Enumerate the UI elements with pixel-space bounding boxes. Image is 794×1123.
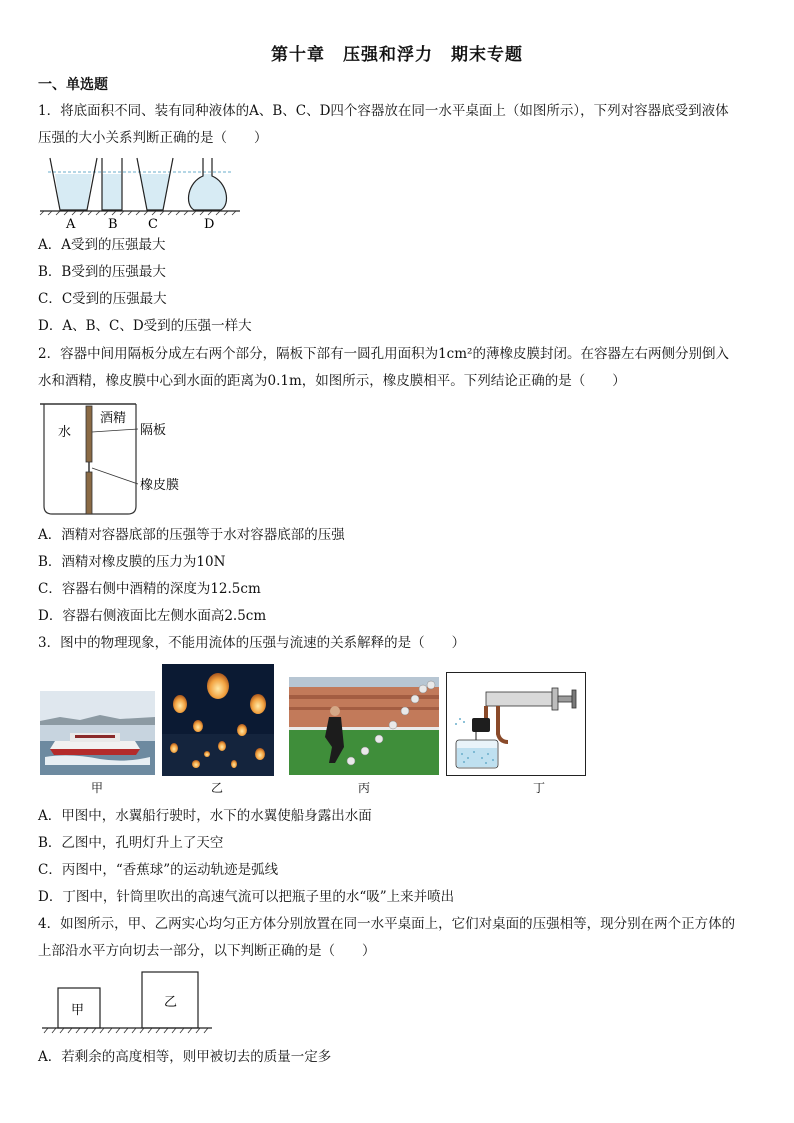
q3-option-a[interactable]: A．甲图中，水翼船行驶时，水下的水翼使船身露出水面	[38, 808, 372, 824]
q2-stem-line1: 2．容器中间用隔板分成左右两个部分，隔板下部有一圆孔用面积为1cm²的薄橡皮膜封闭。在容器左右两侧分别倒入	[38, 346, 729, 362]
q2-label-membrane: 橡皮膜	[140, 478, 180, 493]
q1-stem-line1: 1．将底面积不同、装有同种液体的A、B、C、D四个容器放在同一水平桌面上（如图所示），下列对容器底受到液体	[38, 103, 729, 119]
q2-option-a[interactable]: A．酒精对容器底部的压强等于水对容器底部的压强	[38, 527, 345, 543]
q3-caption-jia: 甲	[90, 781, 103, 795]
q1-stem-line2: 压强的大小关系判断正确的是（ ）	[38, 130, 268, 146]
q4-stem-line1: 4．如图所示，甲、乙两实心均匀正方体分别放置在同一水平桌面上，它们对桌面的压强相等，现分别在两个正方体的	[38, 916, 736, 932]
q1-option-a[interactable]: A．A受到的压强最大	[38, 237, 166, 253]
q3-option-b[interactable]: B．乙图中，孔明灯升上了天空	[38, 835, 224, 851]
q1-option-c[interactable]: C．C受到的压强最大	[38, 291, 167, 307]
q1-option-d[interactable]: D．A、B、C、D受到的压强一样大	[38, 318, 252, 334]
q2-option-c[interactable]: C．容器右侧中酒精的深度为12.5cm	[38, 581, 261, 597]
q1-label-c: C	[148, 217, 158, 232]
q3-caption-ding: 丁	[532, 781, 545, 795]
q1-label-a: A	[66, 217, 76, 232]
q4-label-jia: 甲	[71, 1003, 85, 1018]
q3-stem-line1: 3．图中的物理现象，不能用流体的压强与流速的关系解释的是（ ）	[38, 635, 466, 651]
q1-option-b[interactable]: B．B受到的压强最大	[38, 264, 166, 280]
q3-caption-yi: 乙	[210, 781, 223, 795]
q3-option-d[interactable]: D．丁图中，针筒里吹出的高速气流可以把瓶子里的水“吸”上来并喷出	[38, 889, 455, 905]
q3-photo-lanterns	[162, 664, 274, 776]
q2-option-d[interactable]: D．容器右侧液面比左侧水面高2.5cm	[38, 608, 267, 624]
q3-caption-bing: 丙	[357, 781, 370, 795]
q2-partition-figure	[38, 398, 198, 518]
q2-label-alcohol: 酒精	[100, 411, 127, 426]
q3-photo-sprayer	[446, 672, 586, 776]
q2-label-partition: 隔板	[140, 423, 167, 438]
q2-label-water: 水	[58, 425, 72, 440]
q1-containers-figure	[36, 152, 242, 232]
page-title: 第十章 压强和浮力 期末专题	[271, 45, 523, 65]
q3-photo-hydrofoil	[40, 691, 155, 775]
q1-label-b: B	[108, 217, 118, 232]
q4-stem-line2: 上部沿水平方向切去一部分，以下判断正确的是（ ）	[38, 943, 376, 959]
q2-option-b[interactable]: B．酒精对橡皮膜的压力为10N	[38, 554, 226, 570]
q4-cubes-figure	[40, 968, 220, 1040]
q4-label-yi: 乙	[164, 995, 178, 1010]
q3-photo-banana-kick	[289, 677, 439, 775]
q2-stem-line2: 水和酒精，橡皮膜中心到水面的距离为0.1m，如图所示，橡皮膜相平。下列结论正确的是（ ）	[38, 373, 626, 389]
q1-label-d: D	[204, 217, 215, 232]
section-heading: 一、单选题	[38, 77, 108, 93]
q4-option-a[interactable]: A．若剩余的高度相等，则甲被切去的质量一定多	[38, 1049, 332, 1065]
q3-option-c[interactable]: C．丙图中，“香蕉球”的运动轨迹是弧线	[38, 862, 279, 878]
